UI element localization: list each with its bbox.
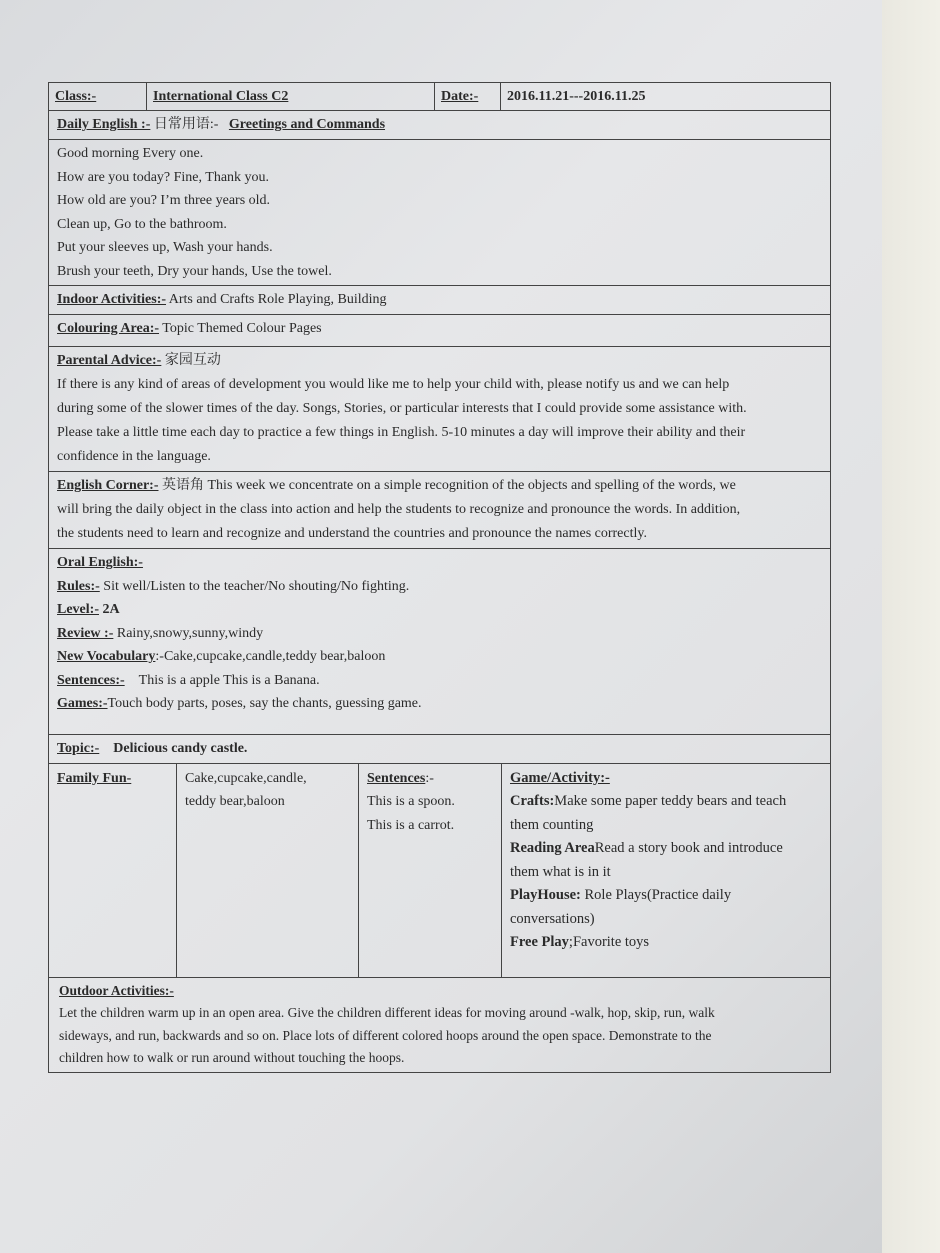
outdoor-line: Let the children warm up in an open area. Give the children different ideas for moving around -walk, hop, skip, run, walk: [59, 1005, 715, 1020]
family-sentences-label: Sentences: [367, 770, 426, 786]
vocab-text: :-Cake,cupcake,candle,teddy bear,baloon: [155, 649, 386, 664]
level-label: Level:-: [57, 602, 99, 617]
daily-line: Good morning Every one.: [57, 146, 204, 161]
playhouse-text: Role Plays(Practice daily: [580, 887, 732, 903]
daily-english-cn: 日常用语:-: [153, 117, 219, 132]
family-fun-grid: [49, 764, 830, 978]
rules-text: Sit well/Listen to the teacher/No shouting/No fighting.: [99, 578, 410, 594]
outdoor-line: sideways, and run, backwards and so on. Place lots of different colored hoops around the open space. Demonstrate to the: [59, 1027, 712, 1043]
parental-line: confidence in the language.: [57, 449, 211, 464]
playhouse-label: PlayHouse:: [510, 887, 581, 903]
family-vocab-line: Cake,cupcake,candle,: [185, 770, 307, 786]
indoor-label: Indoor Activities:-: [57, 292, 167, 307]
parental-line: If there is any kind of areas of development you would like me to help your child with, please notify us and we can help: [57, 377, 730, 392]
english-corner-first: This week we concentrate on a simple recognition of the objects and spelling of the words, we: [204, 478, 736, 493]
english-corner-cn: 英语角: [162, 478, 204, 493]
colouring-label: Colouring Area:-: [57, 320, 160, 336]
oral-english: [49, 549, 830, 735]
free-play-label: Free Play: [510, 934, 569, 950]
playhouse-text-2: conversations): [510, 910, 595, 927]
colouring-row: [49, 315, 830, 348]
daily-line: How old are you? I’m three years old.: [57, 193, 271, 208]
class-value: International Class C2: [153, 88, 289, 104]
daily-english-label: Daily English :-: [57, 117, 151, 132]
daily-english-lines: [49, 140, 830, 286]
daily-line: Brush your teeth, Dry your hands, Use the towel.: [57, 263, 332, 279]
colouring-text: Topic Themed Colour Pages: [159, 320, 322, 336]
games-label: Games:-: [57, 696, 108, 711]
family-sentence: This is a carrot.: [367, 817, 455, 833]
sentences-label: Sentences:-: [57, 672, 125, 688]
outdoor-line: children how to walk or run around without touching the hoops.: [59, 1050, 405, 1065]
daily-line: How are you today? Fine, Thank you.: [57, 169, 270, 185]
crafts-text: Make some paper teddy bears and teach: [554, 793, 787, 809]
english-corner-line: the students need to learn and recognize and understand the countries and pronounce the names correctly.: [57, 526, 647, 541]
english-corner: [49, 472, 830, 549]
topic-row: [49, 735, 830, 764]
lesson-plan-sheet: [48, 82, 831, 1073]
daily-english-title-row: [49, 111, 830, 140]
parental-line: during some of the slower times of the day. Songs, Stories, or particular interests that I could provide some assistance with.: [57, 401, 747, 416]
class-label: Class:-: [55, 88, 97, 104]
topic-label: Topic:-: [57, 741, 100, 756]
english-corner-line: will bring the daily object in the class into action and help the students to recognize and pronounce the words. In addition,: [57, 502, 741, 517]
family-sentence: This is a spoon.: [367, 794, 455, 809]
topic-value: Delicious candy castle.: [113, 741, 248, 756]
page-edge: [882, 0, 940, 1253]
daily-line: Clean up, Go to the bathroom.: [57, 216, 227, 232]
games-text: Touch body parts, poses, say the chants, guessing game.: [107, 696, 422, 711]
level-text: 2A: [98, 602, 120, 617]
crafts-text-2: them counting: [510, 816, 594, 833]
family-fun-label: Family Fun-: [57, 770, 132, 786]
family-sentences-suffix: :-: [425, 770, 434, 786]
outdoor-label: Outdoor Activities:-: [59, 982, 174, 998]
daily-line: Put your sleeves up, Wash your hands.: [57, 240, 273, 255]
game-activity-label: Game/Activity:-: [510, 769, 610, 786]
reading-text-2: them what is in it: [510, 863, 611, 880]
reading-label: Reading Area: [510, 840, 595, 856]
rules-label: Rules:-: [57, 578, 100, 594]
date-label: Date:-: [441, 88, 479, 104]
parental-advice: [49, 347, 830, 472]
parental-cn: 家园互动: [164, 353, 221, 368]
oral-label: Oral English:-: [57, 555, 143, 570]
header-row: [49, 83, 830, 111]
parental-label: Parental Advice:-: [57, 353, 162, 368]
free-play-text: ;Favorite toys: [568, 934, 650, 950]
review-text: Rainy,snowy,sunny,windy: [113, 625, 264, 641]
daily-english-title: Greetings and Commands: [228, 117, 386, 132]
family-vocab-line: teddy bear,baloon: [185, 794, 285, 809]
english-corner-label: English Corner:-: [57, 478, 159, 493]
outdoor-activities: [49, 978, 830, 1072]
review-label: Review :-: [57, 625, 114, 641]
sentences-text: This is a apple This is a Banana.: [138, 672, 320, 688]
parental-line: Please take a little time each day to practice a few things in English. 5-10 minutes a day will improve their ability and their: [57, 425, 746, 440]
crafts-label: Crafts:: [510, 793, 555, 809]
indoor-row: [49, 286, 830, 315]
date-value: 2016.11.21---2016.11.25: [507, 88, 646, 104]
indoor-text: Arts and Crafts Role Playing, Building: [166, 292, 387, 307]
reading-text: Read a story book and introduce: [594, 840, 783, 856]
vocab-label: New Vocabulary: [57, 649, 156, 664]
